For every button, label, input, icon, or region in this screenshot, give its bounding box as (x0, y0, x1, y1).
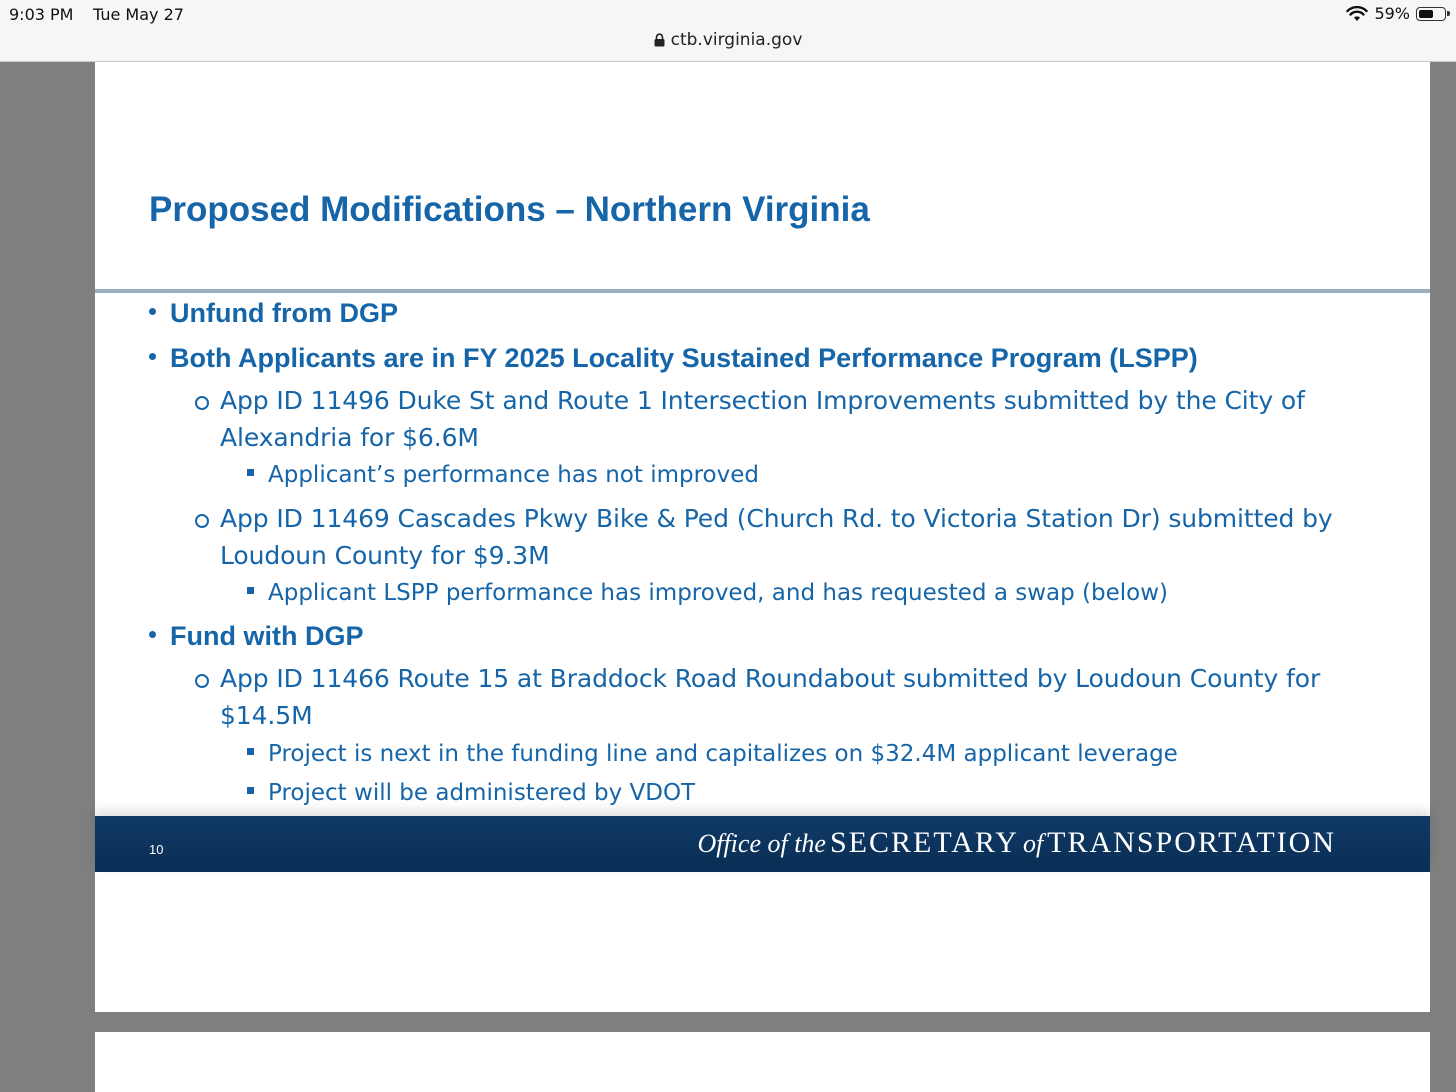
bullet-text: Unfund from DGP (170, 298, 398, 328)
address-bar[interactable] (0, 30, 1456, 62)
org-word-transportation: TRANSPORTATION (1047, 826, 1336, 859)
bullet-text: Both Applicants are in FY 2025 Locality Sustained Performance Program (LSPP) (170, 343, 1198, 373)
slide (95, 62, 1430, 1012)
org-of: of (1022, 829, 1044, 858)
detail-bullet-item (247, 462, 759, 488)
org-word-secretary: SECRETARY (829, 826, 1019, 859)
lock-icon (654, 33, 665, 47)
battery-level-fill (1419, 10, 1433, 18)
bullet-item (149, 343, 1198, 374)
bullet-ring-icon (195, 396, 209, 410)
page-number: 10 (149, 842, 164, 857)
status-time: 9:03 PM (9, 5, 74, 24)
url-display[interactable] (654, 30, 803, 50)
detail-bullet-item (247, 741, 1178, 767)
wifi-icon (1346, 6, 1368, 22)
bullet-square-icon (247, 469, 254, 476)
sub-bullet-text: App ID 11466 Route 15 at Braddock Road Roundabout submitted by Loudoun County for $14.5M (220, 664, 1321, 730)
slide-footer (95, 816, 1430, 872)
detail-bullet-text: Applicant’s performance has not improved (268, 462, 759, 488)
sub-bullet-item (195, 660, 1355, 734)
bullet-ring-icon (195, 514, 209, 528)
bullet-text: Fund with DGP (170, 621, 364, 651)
bullet-square-icon (247, 587, 254, 594)
bullet-square-icon (247, 787, 254, 794)
bullet-item (149, 621, 363, 652)
sub-bullet-text: App ID 11469 Cascades Pkwy Bike & Ped (Church Rd. to Victoria Station Dr) submitted by Loudoun County for $9.3M (220, 504, 1333, 570)
bullet-item (149, 298, 398, 329)
detail-bullet-text: Project will be administered by VDOT (268, 780, 696, 806)
status-date: Tue May 27 (93, 5, 184, 24)
bullet-square-icon (247, 748, 254, 755)
slide-title: Proposed Modifications – Northern Virginia (149, 190, 870, 229)
battery-percent: 59% (1374, 4, 1410, 23)
battery-icon (1416, 7, 1446, 21)
bullet-ring-icon (195, 674, 209, 688)
url-text: ctb.virginia.gov (670, 30, 803, 50)
sub-bullet-item (195, 500, 1355, 574)
bullet-dot-icon (149, 631, 156, 638)
bullet-dot-icon (149, 353, 156, 360)
detail-bullet-item (247, 780, 695, 806)
sub-bullet-text: App ID 11496 Duke St and Route 1 Intersection Improvements submitted by the City of Alexandria for $6.6M (220, 386, 1305, 452)
detail-bullet-text: Project is next in the funding line and capitalizes on $32.4M applicant leverage (268, 741, 1178, 767)
status-bar (0, 0, 1456, 30)
next-slide-preview (95, 1032, 1430, 1092)
bullet-dot-icon (149, 308, 156, 315)
footer-organization (697, 826, 1336, 860)
detail-bullet-item (247, 580, 1168, 606)
title-divider (95, 289, 1430, 293)
status-indicators (1346, 4, 1446, 23)
org-prefix: Office of the (697, 829, 826, 858)
sub-bullet-item (195, 382, 1355, 456)
detail-bullet-text: Applicant LSPP performance has improved, and has requested a swap (below) (268, 580, 1169, 606)
